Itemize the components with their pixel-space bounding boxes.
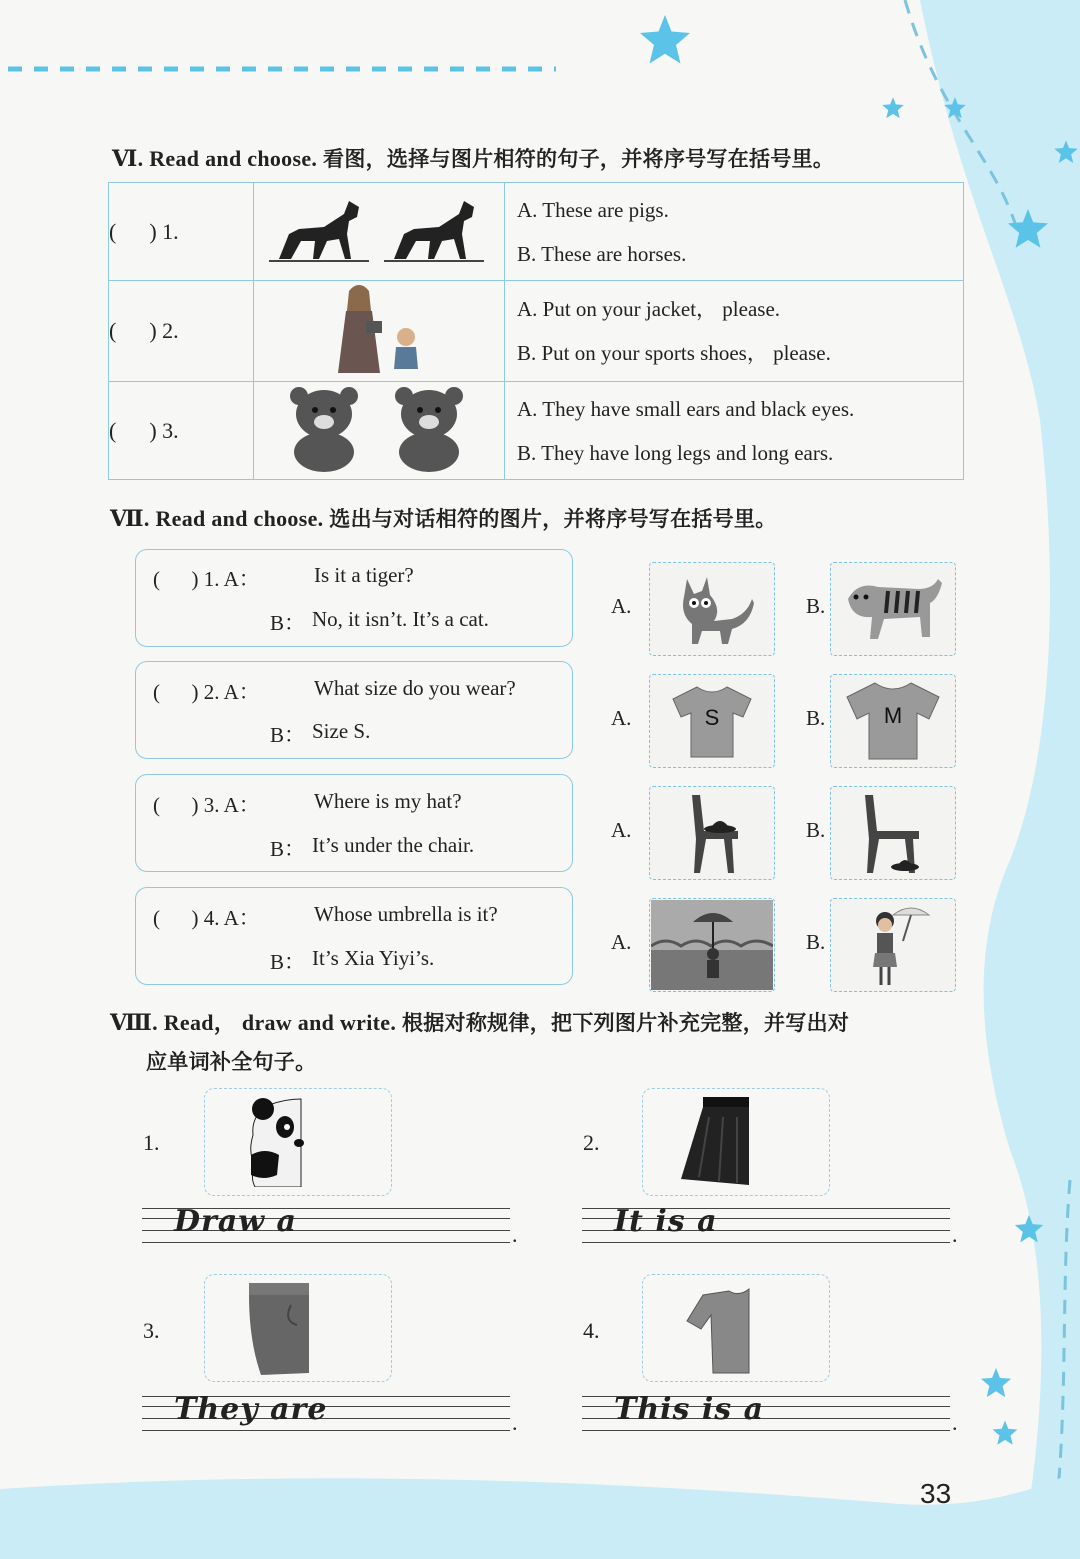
table-row <box>109 281 964 382</box>
dialogue-b-label: B： <box>270 837 306 861</box>
section-7-numeral: Ⅶ. <box>110 506 150 531</box>
star-icon <box>1052 138 1080 166</box>
size-label: S <box>704 705 720 730</box>
section-8-title-line2 <box>146 1046 316 1076</box>
girl-with-umbrella-picture[interactable] <box>830 898 956 992</box>
option-a: A. These are pigs. <box>517 197 669 222</box>
answer-blank[interactable]: ( ) 3. A： <box>153 793 260 817</box>
item-number: 2. <box>583 1130 600 1155</box>
writing-line[interactable] <box>582 1204 950 1248</box>
section-7-title-cn: 选出与对话相符的图片，并将序号写在括号里。 <box>329 507 777 531</box>
dialogue-question: Where is my hat? <box>314 789 462 813</box>
section-6-title-en: Read and choose. <box>149 146 318 171</box>
answer-blank[interactable]: ( ) 4. A： <box>153 906 260 930</box>
dialogue-answer: No, it isn’t. It’s a cat. <box>312 607 489 631</box>
dialogue-b-label: B： <box>270 611 306 635</box>
hat-on-chair-picture[interactable] <box>649 786 775 880</box>
table-row <box>109 382 964 480</box>
option-b-label: B. <box>806 706 826 730</box>
section-6-title <box>112 143 834 173</box>
decorative-dashed-line <box>8 64 556 74</box>
section-8-title-cn-line2: 应单词补全句子。 <box>146 1050 317 1074</box>
section-8-title-cn-line1: 根据对称规律，把下列图片补充完整，并写出对 <box>401 1011 850 1035</box>
half-pants-picture <box>231 1281 311 1377</box>
writing-line[interactable] <box>142 1392 510 1436</box>
options-cell <box>505 281 964 382</box>
section-6-numeral: Ⅵ. <box>112 146 144 171</box>
period: . <box>512 1410 518 1435</box>
drawing-box[interactable] <box>204 1088 392 1196</box>
option-a-label: A. <box>611 930 632 954</box>
answer-blank[interactable]: ( ) 2. <box>109 281 254 382</box>
sentence-prompt: It is a <box>614 1204 718 1239</box>
dialogue-question: Is it a tiger? <box>314 563 414 587</box>
period: . <box>512 1222 518 1247</box>
period: . <box>952 1222 958 1247</box>
section-6-table <box>108 182 964 480</box>
dialogue-answer: It’s Xia Yiyi’s. <box>312 946 435 970</box>
section-8-title <box>110 1006 849 1037</box>
writing-line[interactable] <box>142 1204 510 1248</box>
answer-blank[interactable]: ( ) 2. A： <box>153 680 260 704</box>
half-panda-picture <box>245 1095 305 1187</box>
option-a: A. They have small ears and black eyes. <box>517 396 855 421</box>
sentence-prompt: Draw a <box>174 1204 297 1239</box>
tiger-picture[interactable] <box>830 562 956 656</box>
section-7-title <box>110 503 777 533</box>
section-7-title-en: Read and choose. <box>155 506 324 531</box>
table-row <box>109 183 964 281</box>
options-cell <box>505 183 964 281</box>
size-label: M <box>883 703 903 728</box>
t-shirt-s-picture[interactable] <box>649 674 775 768</box>
dialogue-answer: It’s under the chair. <box>312 833 475 857</box>
option-a: A. Put on your jacket， please. <box>517 297 781 321</box>
dialogue-answer: Size S. <box>312 719 371 743</box>
decorative-border-bottom <box>0 1449 1080 1559</box>
option-b: B. Put on your sports shoes， please. <box>517 341 831 365</box>
period: . <box>952 1410 958 1435</box>
writing-line[interactable] <box>582 1392 950 1436</box>
dialogue-b-label: B： <box>270 723 306 747</box>
answer-blank[interactable]: ( ) 1. A： <box>153 567 260 591</box>
drawing-box[interactable] <box>642 1088 830 1196</box>
star-icon <box>1004 205 1052 253</box>
half-skirt-picture <box>679 1097 751 1187</box>
section-8-title-en: Read， draw and write. <box>163 1010 397 1035</box>
dialogue-question: What size do you wear? <box>314 676 516 700</box>
option-b: B. These are horses. <box>517 241 687 266</box>
teddy-bears-picture <box>254 382 505 480</box>
answer-blank[interactable]: ( ) 1. <box>109 183 254 281</box>
option-b-label: B. <box>806 930 826 954</box>
star-icon <box>942 95 968 121</box>
star-icon <box>635 10 695 70</box>
option-a-label: A. <box>611 818 632 842</box>
star-icon <box>880 95 906 121</box>
item-number: 3. <box>143 1318 160 1343</box>
dialogue-b-label: B： <box>270 950 306 974</box>
drawing-box[interactable] <box>204 1274 392 1382</box>
boy-with-umbrella-picture[interactable] <box>649 898 775 992</box>
option-b: B. They have long legs and long ears. <box>517 440 834 465</box>
item-number: 4. <box>583 1318 600 1343</box>
page-number: 33 <box>920 1478 952 1509</box>
half-t-shirt-picture <box>683 1281 753 1377</box>
hat-under-chair-picture[interactable] <box>830 786 956 880</box>
star-icon <box>1012 1212 1046 1246</box>
answer-blank[interactable]: ( ) 3. <box>109 382 254 480</box>
star-icon <box>978 1365 1014 1401</box>
item-number: 1. <box>143 1130 160 1155</box>
section-6-title-cn: 看图，选择与图片相符的句子，并将序号写在括号里。 <box>323 147 835 171</box>
sentence-prompt: This is a <box>614 1392 765 1427</box>
t-shirt-m-picture[interactable] <box>830 674 956 768</box>
star-icon <box>990 1418 1020 1448</box>
option-b-label: B. <box>806 818 826 842</box>
dialogue-question: Whose umbrella is it? <box>314 902 498 926</box>
sentence-prompt: They are <box>174 1392 328 1427</box>
horses-picture <box>254 183 505 281</box>
drawing-box[interactable] <box>642 1274 830 1382</box>
section-8-numeral: Ⅷ. <box>110 1010 158 1035</box>
option-a-label: A. <box>611 594 632 618</box>
options-cell <box>505 382 964 480</box>
cat-picture[interactable] <box>649 562 775 656</box>
mother-and-boy-picture <box>254 281 505 382</box>
option-b-label: B. <box>806 594 826 618</box>
option-a-label: A. <box>611 706 632 730</box>
